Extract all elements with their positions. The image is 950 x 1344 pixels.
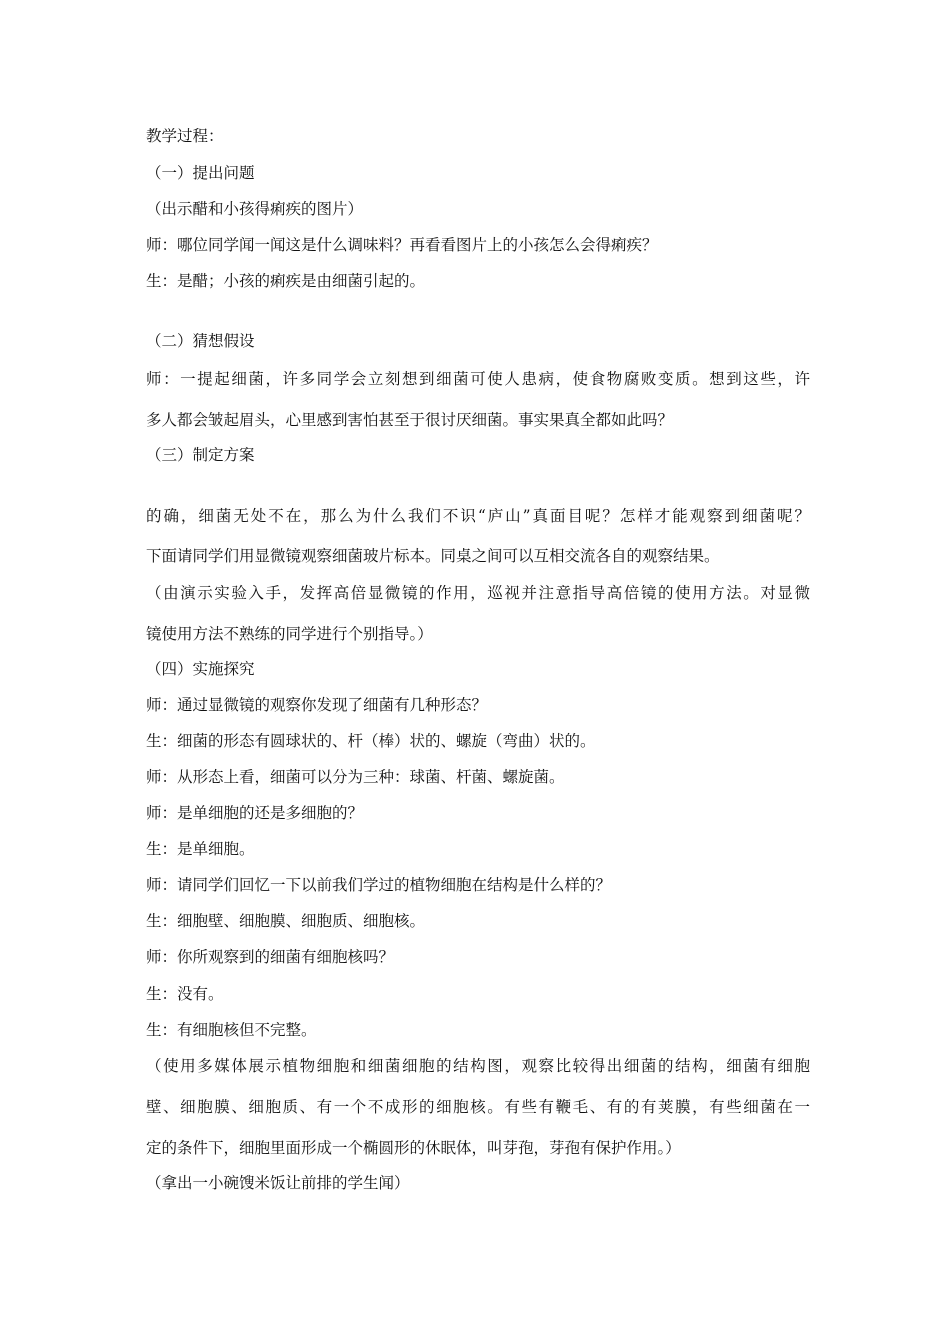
- section-heading-3: （三）制定方案: [146, 446, 255, 464]
- dialogue-line: 师：请同学们回忆一下以前我们学过的植物细胞在结构是什么样的？: [146, 876, 612, 894]
- paragraph-line: 的确，细菌无处不在，那么为什么我们不识“庐山”真面目呢？怎样才能观察到细菌呢？: [146, 507, 810, 525]
- paragraph-line: 生：是醋；小孩的痢疾是由细菌引起的。: [146, 272, 426, 290]
- paragraph-line: 师：哪位同学闻一闻这是什么调味料？再看看图片上的小孩怎么会得痢疾？: [146, 236, 658, 254]
- paragraph-line: 镜使用方法不熟练的同学进行个别指导。）: [146, 625, 433, 643]
- paragraph-line: 师：一提起细菌，许多同学会立刻想到细菌可使人患病，使食物腐败变质。想到这些，许: [146, 370, 810, 388]
- dialogue-line: 生：是单细胞。: [146, 840, 255, 858]
- paragraph-line: （拿出一小碗馊米饭让前排的学生闻）: [146, 1174, 410, 1192]
- paragraph-line: （出示醋和小孩得痢疾的图片）: [146, 200, 364, 218]
- dialogue-line: 生：有细胞核但不完整。: [146, 1021, 317, 1039]
- dialogue-line: 师：是单细胞的还是多细胞的？: [146, 804, 364, 822]
- paragraph-line: 多人都会皱起眉头，心里感到害怕甚至于很讨厌细菌。事实果真全都如此吗？: [146, 411, 674, 429]
- dialogue-line: 师：你所观察到的细菌有细胞核吗？: [146, 948, 395, 966]
- paragraph-line: 定的条件下，细胞里面形成一个椭圆形的休眠体，叫芽孢，芽孢有保护作用。）: [146, 1139, 681, 1157]
- dialogue-line: 师：从形态上看，细菌可以分为三种：球菌、杆菌、螺旋菌。: [146, 768, 565, 786]
- section-heading-4: （四）实施探究: [146, 660, 255, 678]
- paragraph-line: （由演示实验入手，发挥高倍显微镜的作用，巡视并注意指导高倍镜的使用方法。对显微: [146, 584, 810, 602]
- dialogue-line: 生：没有。: [146, 985, 224, 1003]
- paragraph-line: （使用多媒体展示植物细胞和细菌细胞的结构图，观察比较得出细菌的结构，细菌有细胞: [146, 1057, 810, 1075]
- paragraph-line: 壁、细胞膜、细胞质、有一个不成形的细胞核。有些有鞭毛、有的有荚膜，有些细菌在一: [146, 1098, 810, 1116]
- dialogue-line: 师：通过显微镜的观察你发现了细菌有几种形态？: [146, 696, 488, 714]
- section-heading-2: （二）猜想假设: [146, 332, 255, 350]
- heading-teaching-process: 教学过程：: [146, 127, 224, 145]
- dialogue-line: 生：细胞壁、细胞膜、细胞质、细胞核。: [146, 912, 426, 930]
- section-heading-1: （一）提出问题: [146, 164, 255, 182]
- dialogue-line: 生：细菌的形态有圆球状的、杆（棒）状的、螺旋（弯曲）状的。: [146, 732, 596, 750]
- paragraph-line: 下面请同学们用显微镜观察细菌玻片标本。同桌之间可以互相交流各自的观察结果。: [146, 547, 720, 565]
